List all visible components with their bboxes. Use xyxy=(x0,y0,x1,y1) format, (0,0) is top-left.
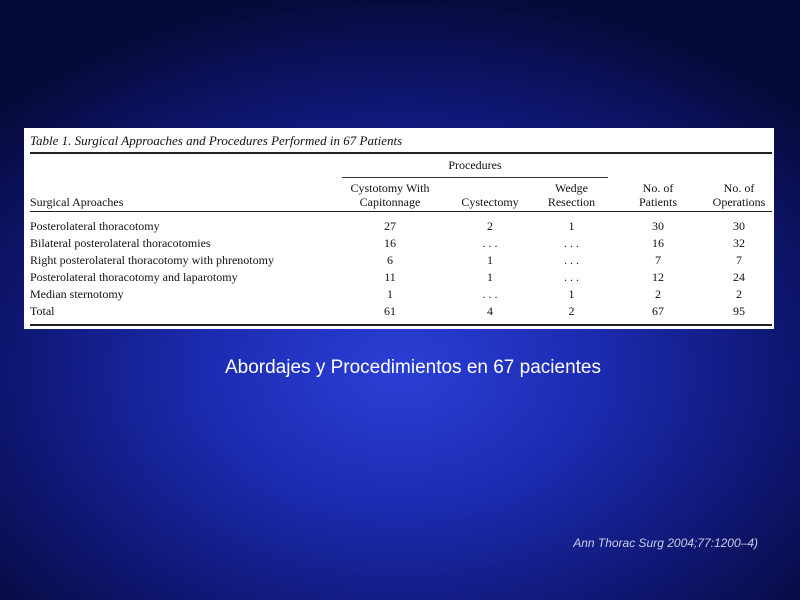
header-operations-line2: Operations xyxy=(712,195,766,209)
header-wedge-line2: Resection xyxy=(547,195,596,209)
row-operations: 95 xyxy=(733,304,745,318)
row-patients: 2 xyxy=(655,287,661,301)
header-surgical-approaches: Surgical Aproaches xyxy=(30,195,124,209)
row-wedge: . . . xyxy=(564,270,579,284)
row-approach: Posterolateral thoracotomy and laparotomy xyxy=(30,270,238,284)
row-cystotomy: 1 xyxy=(387,287,393,301)
row-cystotomy: 27 xyxy=(384,219,396,233)
row-cystectomy: . . . xyxy=(482,287,498,301)
row-patients: 16 xyxy=(652,236,664,250)
header-no-of-operations xyxy=(704,181,774,209)
table-row xyxy=(24,253,774,270)
row-cystectomy: 1 xyxy=(487,270,493,284)
row-patients: 67 xyxy=(652,304,664,318)
table-bottom-rule xyxy=(30,324,772,326)
row-patients: 12 xyxy=(652,270,664,284)
row-cystotomy: 6 xyxy=(387,253,393,267)
table-image xyxy=(24,128,774,329)
header-cystotomy xyxy=(342,181,438,209)
header-patients-line2: Patients xyxy=(639,195,677,209)
row-cystectomy: 2 xyxy=(487,219,493,233)
row-cystectomy: 4 xyxy=(487,304,493,318)
table-top-rule xyxy=(30,152,772,154)
table-row xyxy=(24,236,774,253)
table-row xyxy=(24,219,774,236)
table-caption: Table 1. Surgical Approaches and Procedures Performed in 67 Patients xyxy=(30,133,403,148)
procedures-group-underline xyxy=(342,177,608,178)
citation: Ann Thorac Surg 2004;77:1200–4) xyxy=(573,536,758,550)
header-patients-line1: No. of xyxy=(642,181,674,195)
header-cystectomy: Cystectomy xyxy=(461,195,519,209)
row-cystotomy: 11 xyxy=(384,270,396,284)
header-wedge-line1: Wedge xyxy=(554,181,589,195)
row-approach: Bilateral posterolateral thoracotomies xyxy=(30,236,211,250)
header-wedge-resection xyxy=(539,181,604,209)
row-cystotomy: 61 xyxy=(384,304,396,318)
row-operations: 24 xyxy=(733,270,745,284)
row-cystectomy: . . . xyxy=(482,236,498,250)
row-wedge: . . . xyxy=(564,253,579,267)
row-approach: Right posterolateral thoracotomy with phrenotomy xyxy=(30,253,274,267)
table-row xyxy=(24,287,774,304)
procedures-group-header: Procedures xyxy=(448,158,502,172)
row-wedge: 1 xyxy=(568,219,575,233)
header-no-of-patients xyxy=(614,181,702,209)
row-operations: 2 xyxy=(736,287,742,301)
row-operations: 7 xyxy=(736,253,742,267)
slide-subtitle: Abordajes y Procedimientos en 67 pacientes xyxy=(224,357,601,378)
header-cystotomy-line2: Capitonnage xyxy=(359,195,421,209)
row-cystotomy: 16 xyxy=(384,236,396,250)
table-header-rule xyxy=(30,211,772,212)
row-cystectomy: 1 xyxy=(487,253,493,267)
row-approach: Total xyxy=(30,304,55,318)
row-approach: Median sternotomy xyxy=(30,287,124,301)
header-operations-line1: No. of xyxy=(723,181,755,195)
row-wedge: . . . xyxy=(564,236,579,250)
header-cystotomy-line1: Cystotomy With xyxy=(350,181,430,195)
row-operations: 32 xyxy=(733,236,745,250)
table-row-total xyxy=(24,304,774,321)
row-approach: Posterolateral thoracotomy xyxy=(30,219,160,233)
row-patients: 30 xyxy=(652,219,664,233)
row-operations: 30 xyxy=(733,219,745,233)
table-row xyxy=(24,270,774,287)
row-patients: 7 xyxy=(655,253,661,267)
row-wedge: 2 xyxy=(568,304,575,318)
row-wedge: 1 xyxy=(568,287,575,301)
